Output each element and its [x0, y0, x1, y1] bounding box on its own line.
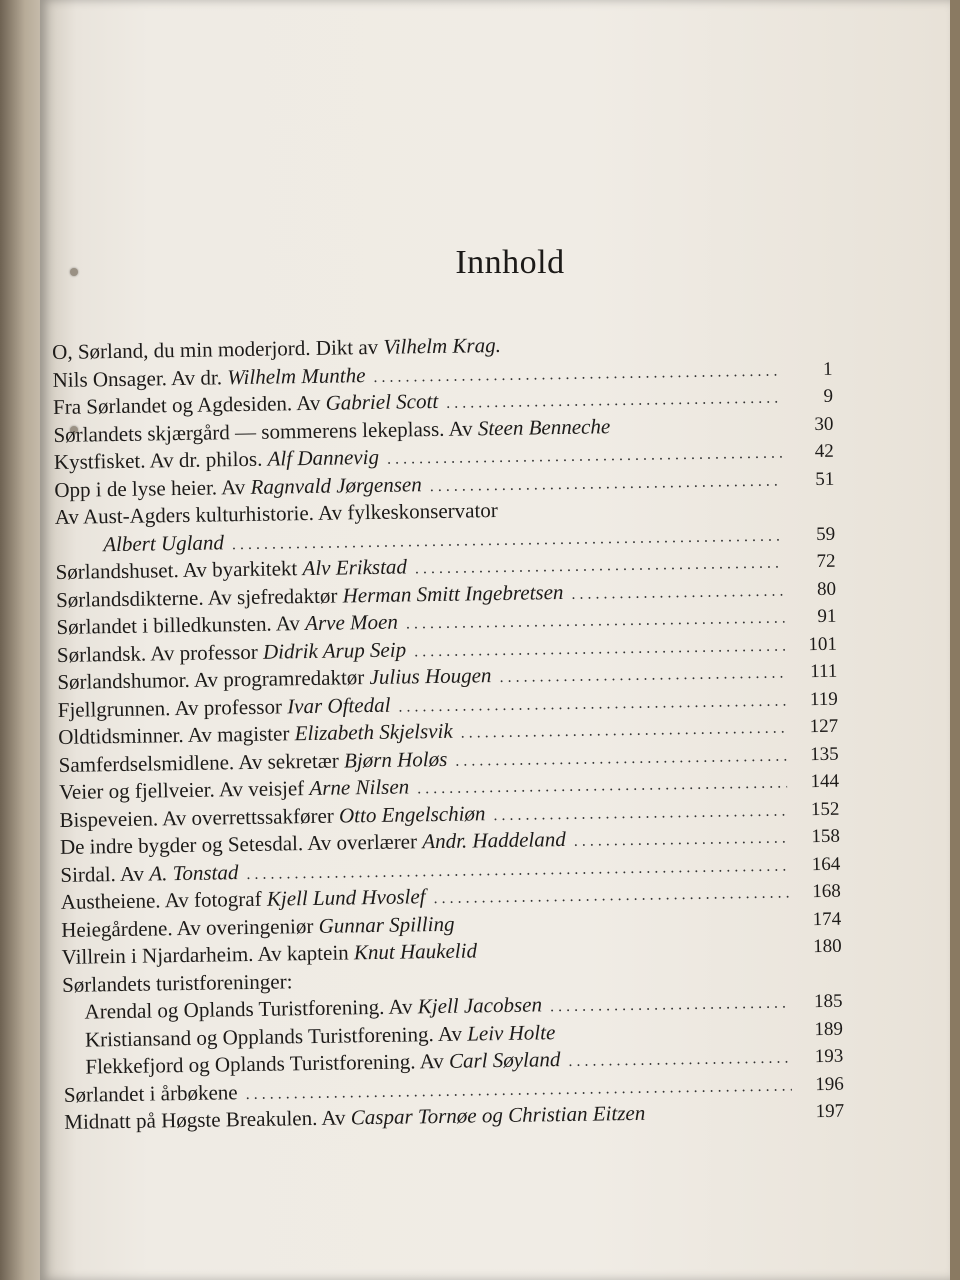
toc-entry: Sørlandet i billedkunsten. Av Arve Moen . . . 91 [56, 603, 836, 643]
toc-entry: Opp i de lyse heier. Av Ragnvald Jørgensen . . . 51 [54, 465, 834, 505]
toc-entry: Arendal og Oplands Turistforening. Av Kjell Jacobsen . . . 185 [62, 988, 842, 1028]
toc-entry: De indre bygder og Setesdal. Av overlærer Andr. Haddeland . . . 158 [60, 823, 840, 863]
toc-entry: Kristiansand og Opplands Turistforening. Av Leiv Holte 189 [84, 1018, 844, 1052]
toc-entry: Sørlandsdikterne. Av sjefredaktør Herman Smitt Ingebretsen . . . 80 [56, 575, 836, 615]
toc-entry: O, Sørland, du min moderjord. Dikt av Vilhelm Krag. [52, 332, 502, 364]
toc-entry: Sørlandshuset. Av byarkitekt Alv Erikstad . . . 72 [55, 548, 835, 588]
toc-entry: Villrein i Njardarheim. Av kaptein Knut Haukelid 180 [61, 935, 842, 969]
table-of-contents [52, 328, 844, 1138]
toc-entry: Av Aust-Agders kulturhistorie. Av fylkeskonservator [54, 498, 498, 529]
toc-entry: Oldtidsminner. Av magister Elizabeth Skjelsvik . . . 127 [58, 713, 838, 753]
toc-entry: Fra Sørlandet og Agdesiden. Av Gabriel Scott . . . 9 [53, 383, 833, 423]
toc-entry: Sørlandshumor. Av programredaktør Julius Hougen . . . 111 [57, 658, 837, 698]
toc-entry: Fjellgrunnen. Av professor Ivar Oftedal . . . 119 [58, 685, 838, 725]
toc-entry: Sørlandsk. Av professor Didrik Arup Seip . . . 101 [57, 630, 837, 670]
toc-entry: Kystfisket. Av dr. philos. Alf Dannevig . . . 42 [54, 438, 834, 478]
toc-entry: Bispeveien. Av overrettssakfører Otto Engelschiøn . . . 152 [59, 795, 839, 835]
toc-entry: Veier og fjellveier. Av veisjef Arne Nilsen . . . 144 [59, 768, 839, 808]
toc-entry: Midnatt på Høgste Breakulen. Av Caspar Tornøe og Christian Eitzen 197 [64, 1100, 845, 1134]
toc-entry: Sirdal. Av A. Tonstad . . . 164 [60, 850, 840, 890]
toc-entry: Flekkefjord og Oplands Turistforening. Av Carl Søyland . . . 193 [63, 1043, 843, 1083]
toc-entry: Sørlandet i årbøkene . . . 196 [64, 1070, 844, 1110]
toc-entry: Sørlandets skjærgård — sommerens lekeplass. Av Steen Benneche 30 [53, 413, 834, 447]
toc-entry: Heiegårdene. Av overingeniør Gunnar Spilling 174 [61, 908, 842, 942]
toc-entry: Samferdselsmidlene. Av sekretær Bjørn Holøs . . . 135 [58, 740, 838, 780]
page-title: Innhold [455, 244, 565, 281]
toc-entry: Austheiene. Av fotograf Kjell Lund Hvoslef . . . 168 [61, 878, 841, 918]
toc-section-heading: Sørlandets turistforeninger: [61, 968, 293, 997]
toc-entry: Albert Ugland . . . 59 [55, 520, 835, 560]
toc-entry: Nils Onsager. Av dr. Wilhelm Munthe . . . 1 [52, 355, 832, 395]
